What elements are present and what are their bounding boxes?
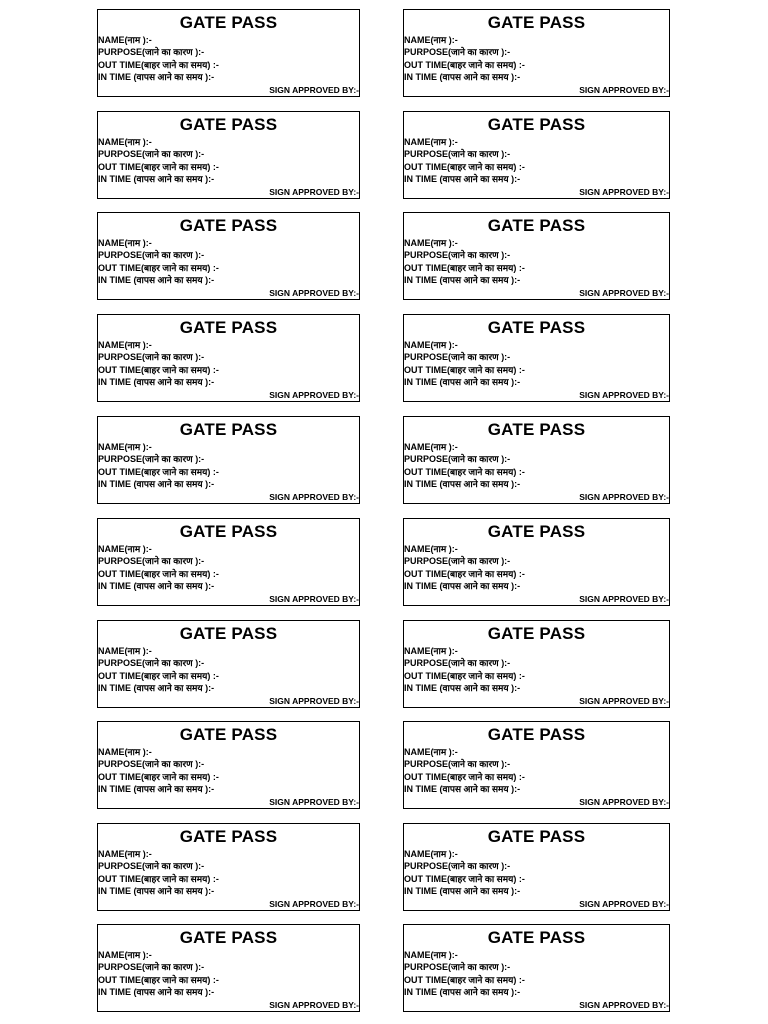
sign-approved-by-label: SIGN APPROVED BY:- <box>269 187 359 197</box>
name-field-label: NAME(नाम ):- <box>98 238 152 248</box>
in-time-field-label: IN TIME (वापस आने का समय ):- <box>98 784 215 794</box>
in-time-field-label: IN TIME (वापस आने का समय ):- <box>98 886 215 896</box>
in-time-field-label: IN TIME (वापस आने का समय ):- <box>98 683 215 693</box>
purpose-field-label: PURPOSE(जाने का कारण ):- <box>98 149 205 159</box>
out-time-field-label: OUT TIME(बाहर जाने का समय) :- <box>98 772 219 782</box>
out-time-field-label: OUT TIME(बाहर जाने का समय) :- <box>404 671 525 681</box>
name-field-label: NAME(नाम ):- <box>98 544 152 554</box>
name-field-label: NAME(नाम ):- <box>404 340 458 350</box>
sign-approved-by-label: SIGN APPROVED BY:- <box>579 187 669 197</box>
gate-pass-card <box>403 823 670 911</box>
purpose-field-label: PURPOSE(जाने का कारण ):- <box>404 759 511 769</box>
sign-approved-by-label: SIGN APPROVED BY:- <box>269 390 359 400</box>
purpose-field-label: PURPOSE(जाने का कारण ):- <box>404 250 511 260</box>
in-time-field-label: IN TIME (वापस आने का समय ):- <box>98 479 215 489</box>
gate-pass-card <box>97 212 360 300</box>
gate-pass-card <box>403 212 670 300</box>
gate-pass-card <box>403 9 670 97</box>
purpose-field-label: PURPOSE(जाने का कारण ):- <box>404 352 511 362</box>
gate-pass-card <box>97 518 360 606</box>
in-time-field-label: IN TIME (वापस आने का समय ):- <box>98 174 215 184</box>
in-time-field-label: IN TIME (वापस आने का समय ):- <box>404 581 521 591</box>
sign-approved-by-label: SIGN APPROVED BY:- <box>269 899 359 909</box>
gate-pass-card <box>403 620 670 708</box>
sign-approved-by-label: SIGN APPROVED BY:- <box>269 85 359 95</box>
out-time-field-label: OUT TIME(बाहर जाने का समय) :- <box>98 975 219 985</box>
purpose-field-label: PURPOSE(जाने का कारण ):- <box>98 454 205 464</box>
sign-approved-by-label: SIGN APPROVED BY:- <box>579 492 669 502</box>
purpose-field-label: PURPOSE(जाने का कारण ):- <box>404 556 511 566</box>
in-time-field-label: IN TIME (वापस आने का समय ):- <box>98 581 215 591</box>
name-field-label: NAME(नाम ):- <box>404 950 458 960</box>
name-field-label: NAME(नाम ):- <box>98 950 152 960</box>
gate-pass-card <box>403 518 670 606</box>
gate-pass-title: GATE PASS <box>487 318 586 337</box>
out-time-field-label: OUT TIME(बाहर जाने का समय) :- <box>98 569 219 579</box>
gate-pass-card <box>97 314 360 402</box>
gate-pass-card <box>97 416 360 504</box>
purpose-field-label: PURPOSE(जाने का कारण ):- <box>98 658 205 668</box>
purpose-field-label: PURPOSE(जाने का कारण ):- <box>404 149 511 159</box>
gate-pass-title: GATE PASS <box>487 624 586 643</box>
sign-approved-by-label: SIGN APPROVED BY:- <box>579 797 669 807</box>
gate-pass-title: GATE PASS <box>487 725 586 744</box>
purpose-field-label: PURPOSE(जाने का कारण ):- <box>404 47 511 57</box>
name-field-label: NAME(नाम ):- <box>98 442 152 452</box>
sign-approved-by-label: SIGN APPROVED BY:- <box>269 492 359 502</box>
in-time-field-label: IN TIME (वापस आने का समय ):- <box>404 886 521 896</box>
out-time-field-label: OUT TIME(बाहर जाने का समय) :- <box>404 975 525 985</box>
sign-approved-by-label: SIGN APPROVED BY:- <box>579 288 669 298</box>
gate-pass-title: GATE PASS <box>487 420 586 439</box>
name-field-label: NAME(नाम ):- <box>404 442 458 452</box>
purpose-field-label: PURPOSE(जाने का कारण ):- <box>404 454 511 464</box>
gate-pass-title: GATE PASS <box>487 928 586 947</box>
name-field-label: NAME(नाम ):- <box>98 137 152 147</box>
in-time-field-label: IN TIME (वापस आने का समय ):- <box>404 275 521 285</box>
name-field-label: NAME(नाम ):- <box>98 646 152 656</box>
name-field-label: NAME(नाम ):- <box>404 849 458 859</box>
in-time-field-label: IN TIME (वापस आने का समय ):- <box>404 479 521 489</box>
out-time-field-label: OUT TIME(बाहर जाने का समय) :- <box>98 671 219 681</box>
gate-pass-card <box>97 924 360 1012</box>
purpose-field-label: PURPOSE(जाने का कारण ):- <box>98 47 205 57</box>
in-time-field-label: IN TIME (वापस आने का समय ):- <box>98 987 215 997</box>
sign-approved-by-label: SIGN APPROVED BY:- <box>269 1000 359 1010</box>
out-time-field-label: OUT TIME(बाहर जाने का समय) :- <box>98 467 219 477</box>
name-field-label: NAME(नाम ):- <box>404 544 458 554</box>
gate-pass-title: GATE PASS <box>487 13 586 32</box>
in-time-field-label: IN TIME (वापस आने का समय ):- <box>404 784 521 794</box>
name-field-label: NAME(नाम ):- <box>98 35 152 45</box>
gate-pass-card <box>97 721 360 809</box>
purpose-field-label: PURPOSE(जाने का कारण ):- <box>98 861 205 871</box>
sign-approved-by-label: SIGN APPROVED BY:- <box>269 797 359 807</box>
name-field-label: NAME(नाम ):- <box>98 747 152 757</box>
out-time-field-label: OUT TIME(बाहर जाने का समय) :- <box>404 772 525 782</box>
name-field-label: NAME(नाम ):- <box>404 646 458 656</box>
gate-pass-title: GATE PASS <box>487 216 586 235</box>
in-time-field-label: IN TIME (वापस आने का समय ):- <box>404 377 521 387</box>
gate-pass-title: GATE PASS <box>179 13 278 32</box>
gate-pass-title: GATE PASS <box>179 725 278 744</box>
gate-pass-card <box>97 111 360 199</box>
purpose-field-label: PURPOSE(जाने का कारण ):- <box>98 759 205 769</box>
out-time-field-label: OUT TIME(बाहर जाने का समय) :- <box>404 162 525 172</box>
name-field-label: NAME(नाम ):- <box>404 137 458 147</box>
in-time-field-label: IN TIME (वापस आने का समय ):- <box>98 72 215 82</box>
out-time-field-label: OUT TIME(बाहर जाने का समय) :- <box>404 467 525 477</box>
gate-pass-title: GATE PASS <box>179 115 278 134</box>
name-field-label: NAME(नाम ):- <box>404 35 458 45</box>
gate-pass-title: GATE PASS <box>179 216 278 235</box>
in-time-field-label: IN TIME (वापस आने का समय ):- <box>404 174 521 184</box>
sign-approved-by-label: SIGN APPROVED BY:- <box>579 899 669 909</box>
out-time-field-label: OUT TIME(बाहर जाने का समय) :- <box>98 263 219 273</box>
purpose-field-label: PURPOSE(जाने का कारण ):- <box>98 352 205 362</box>
gate-pass-card <box>403 416 670 504</box>
sign-approved-by-label: SIGN APPROVED BY:- <box>579 594 669 604</box>
in-time-field-label: IN TIME (वापस आने का समय ):- <box>98 275 215 285</box>
gate-pass-card <box>403 314 670 402</box>
sign-approved-by-label: SIGN APPROVED BY:- <box>269 594 359 604</box>
gate-pass-title: GATE PASS <box>487 827 586 846</box>
name-field-label: NAME(नाम ):- <box>98 340 152 350</box>
out-time-field-label: OUT TIME(बाहर जाने का समय) :- <box>98 365 219 375</box>
gate-pass-title: GATE PASS <box>179 827 278 846</box>
name-field-label: NAME(नाम ):- <box>404 238 458 248</box>
purpose-field-label: PURPOSE(जाने का कारण ):- <box>98 962 205 972</box>
purpose-field-label: PURPOSE(जाने का कारण ):- <box>98 556 205 566</box>
sign-approved-by-label: SIGN APPROVED BY:- <box>579 696 669 706</box>
in-time-field-label: IN TIME (वापस आने का समय ):- <box>98 377 215 387</box>
out-time-field-label: OUT TIME(बाहर जाने का समय) :- <box>404 365 525 375</box>
gate-pass-title: GATE PASS <box>179 928 278 947</box>
purpose-field-label: PURPOSE(जाने का कारण ):- <box>98 250 205 260</box>
sign-approved-by-label: SIGN APPROVED BY:- <box>579 1000 669 1010</box>
in-time-field-label: IN TIME (वापस आने का समय ):- <box>404 683 521 693</box>
gate-pass-title: GATE PASS <box>487 115 586 134</box>
gate-pass-title: GATE PASS <box>179 420 278 439</box>
gate-pass-title: GATE PASS <box>179 624 278 643</box>
gate-pass-card <box>97 823 360 911</box>
sign-approved-by-label: SIGN APPROVED BY:- <box>579 85 669 95</box>
gate-pass-card <box>97 620 360 708</box>
out-time-field-label: OUT TIME(बाहर जाने का समय) :- <box>98 162 219 172</box>
sign-approved-by-label: SIGN APPROVED BY:- <box>269 288 359 298</box>
name-field-label: NAME(नाम ):- <box>404 747 458 757</box>
sign-approved-by-label: SIGN APPROVED BY:- <box>579 390 669 400</box>
gate-pass-card <box>403 111 670 199</box>
out-time-field-label: OUT TIME(बाहर जाने का समय) :- <box>404 569 525 579</box>
out-time-field-label: OUT TIME(बाहर जाने का समय) :- <box>98 874 219 884</box>
purpose-field-label: PURPOSE(जाने का कारण ):- <box>404 861 511 871</box>
gate-pass-title: GATE PASS <box>487 522 586 541</box>
sign-approved-by-label: SIGN APPROVED BY:- <box>269 696 359 706</box>
gate-pass-card <box>403 924 670 1012</box>
gate-pass-title: GATE PASS <box>179 522 278 541</box>
purpose-field-label: PURPOSE(जाने का कारण ):- <box>404 658 511 668</box>
out-time-field-label: OUT TIME(बाहर जाने का समय) :- <box>98 60 219 70</box>
gate-pass-card <box>97 9 360 97</box>
out-time-field-label: OUT TIME(बाहर जाने का समय) :- <box>404 60 525 70</box>
in-time-field-label: IN TIME (वापस आने का समय ):- <box>404 72 521 82</box>
gate-pass-title: GATE PASS <box>179 318 278 337</box>
gate-pass-card <box>403 721 670 809</box>
out-time-field-label: OUT TIME(बाहर जाने का समय) :- <box>404 874 525 884</box>
name-field-label: NAME(नाम ):- <box>98 849 152 859</box>
purpose-field-label: PURPOSE(जाने का कारण ):- <box>404 962 511 972</box>
out-time-field-label: OUT TIME(बाहर जाने का समय) :- <box>404 263 525 273</box>
in-time-field-label: IN TIME (वापस आने का समय ):- <box>404 987 521 997</box>
